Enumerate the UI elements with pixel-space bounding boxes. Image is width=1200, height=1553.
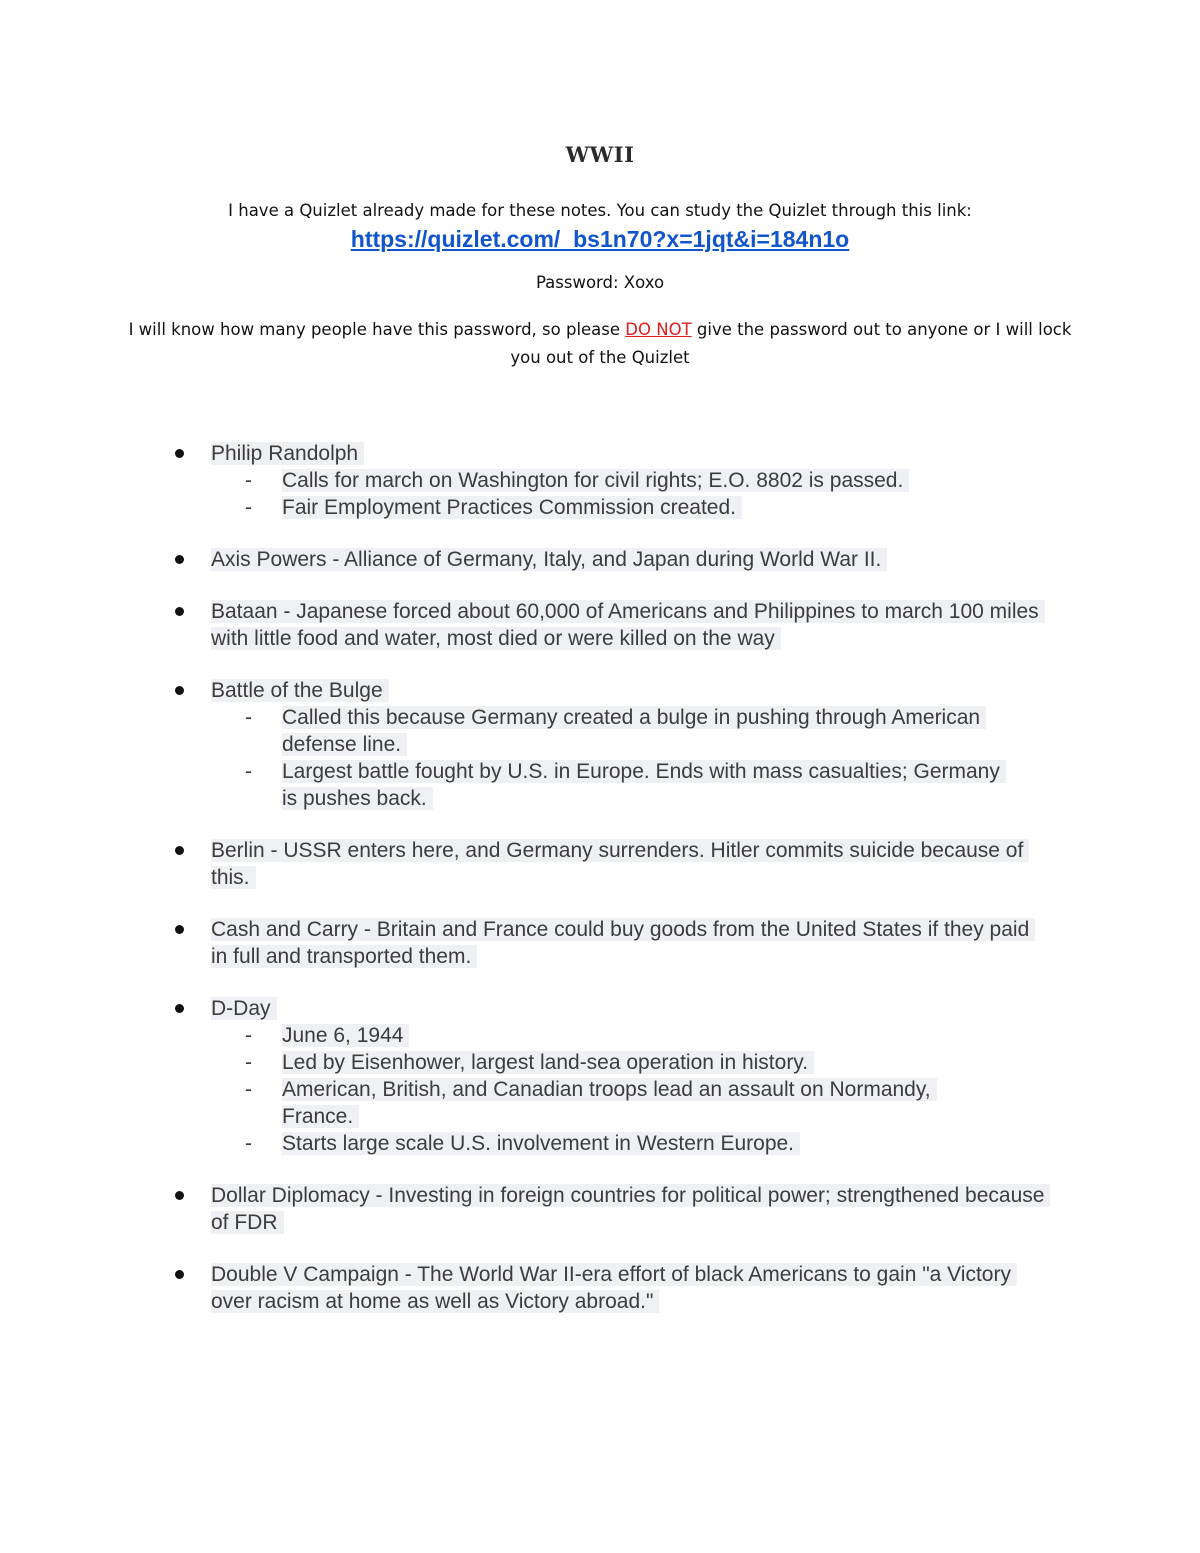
list-item <box>0 598 1200 652</box>
bullet-icon <box>175 555 184 564</box>
sub-item-text: June 6, 1944 <box>282 1024 409 1047</box>
warning-before: I will know how many people have this password, so please <box>128 320 626 339</box>
dash-icon: - <box>245 1051 252 1074</box>
note-term-text: Battle of the Bulge <box>211 679 389 702</box>
sub-item-text: Largest battle fought by U.S. in Europe. Ends with mass casualties; Germany is pushes back. <box>282 760 1006 810</box>
note-term <box>211 837 1051 891</box>
note-term <box>211 440 1051 467</box>
note-term-text: D-Day <box>211 997 277 1020</box>
warning-emphasis: DO NOT <box>625 320 692 339</box>
dash-icon: - <box>245 1132 252 1155</box>
notes-list <box>0 440 1200 1340</box>
sub-list <box>0 704 1200 812</box>
note-term <box>211 546 1051 573</box>
intro-text: I have a Quizlet already made for these notes. You can study the Quizlet through this link: <box>228 201 972 220</box>
sub-list-item <box>245 1049 1012 1076</box>
note-term <box>211 995 1051 1022</box>
note-term <box>211 598 1051 652</box>
quizlet-link[interactable]: https://quizlet.com/_bs1n70?x=1jqt&i=184n1o <box>350 226 850 252</box>
note-term-text: Philip Randolph <box>211 442 364 465</box>
sub-item-text: Called this because Germany created a bulge in pushing through American defense line. <box>282 706 986 756</box>
note-term <box>211 677 1051 704</box>
dash-icon: - <box>245 760 252 783</box>
bullet-icon <box>175 607 184 616</box>
sub-list <box>0 467 1200 521</box>
bullet-icon <box>175 449 184 458</box>
note-term-text: Cash and Carry - Britain and France could buy goods from the United States if they paid in full and transported them. <box>211 918 1035 968</box>
bullet-icon <box>175 1191 184 1200</box>
password-text: Password: Xoxo <box>535 273 665 292</box>
bullet-icon <box>175 1004 184 1013</box>
sub-item-text: Led by Eisenhower, largest land-sea operation in history. <box>282 1051 814 1074</box>
sub-list-item <box>245 494 1012 521</box>
list-item <box>0 995 1200 1157</box>
warning-after: give the password out to anyone or I will lock you out of the Quizlet <box>510 320 1072 367</box>
note-term <box>211 916 1051 970</box>
note-term-text: Berlin - USSR enters here, and Germany surrenders. Hitler commits suicide because of this. <box>211 839 1029 889</box>
sub-list-item <box>245 704 1012 758</box>
list-item <box>0 1261 1200 1315</box>
note-term <box>211 1182 1051 1236</box>
warning-text <box>120 316 1080 372</box>
sub-list-item <box>245 467 1012 494</box>
sub-item-text: Calls for march on Washington for civil rights; E.O. 8802 is passed. <box>282 469 909 492</box>
list-item <box>0 916 1200 970</box>
sub-list-item <box>245 1022 1012 1049</box>
sub-list-item <box>245 1130 1012 1157</box>
sub-item-text: Starts large scale U.S. involvement in Western Europe. <box>282 1132 800 1155</box>
sub-item-text: American, British, and Canadian troops lead an assault on Normandy, France. <box>282 1078 937 1128</box>
dash-icon: - <box>245 1078 252 1101</box>
note-term-text: Double V Campaign - The World War II-era effort of black Americans to gain "a Victory over racism at home as well as Victory abroad." <box>211 1263 1017 1313</box>
list-item <box>0 546 1200 573</box>
dash-icon: - <box>245 496 252 519</box>
sub-item-text: Fair Employment Practices Commission created. <box>282 496 742 519</box>
list-item <box>0 677 1200 812</box>
note-term-text: Dollar Diplomacy - Investing in foreign countries for political power; strengthened because of FDR <box>211 1184 1050 1234</box>
bullet-icon <box>175 925 184 934</box>
note-term <box>211 1261 1051 1315</box>
sub-list-item <box>245 758 1012 812</box>
sub-list <box>0 1022 1200 1157</box>
note-term-text: Axis Powers - Alliance of Germany, Italy, and Japan during World War II. <box>211 548 887 571</box>
page-title: WWII <box>565 142 635 167</box>
sub-list-item <box>245 1076 1012 1130</box>
dash-icon: - <box>245 469 252 492</box>
bullet-icon <box>175 1270 184 1279</box>
list-item <box>0 1182 1200 1236</box>
list-item <box>0 440 1200 521</box>
note-term-text: Bataan - Japanese forced about 60,000 of Americans and Philippines to march 100 miles with little food and water, most died or were killed on the way <box>211 600 1045 650</box>
dash-icon: - <box>245 706 252 729</box>
dash-icon: - <box>245 1024 252 1047</box>
bullet-icon <box>175 846 184 855</box>
quizlet-link-wrapper <box>0 226 1200 253</box>
bullet-icon <box>175 686 184 695</box>
list-item <box>0 837 1200 891</box>
